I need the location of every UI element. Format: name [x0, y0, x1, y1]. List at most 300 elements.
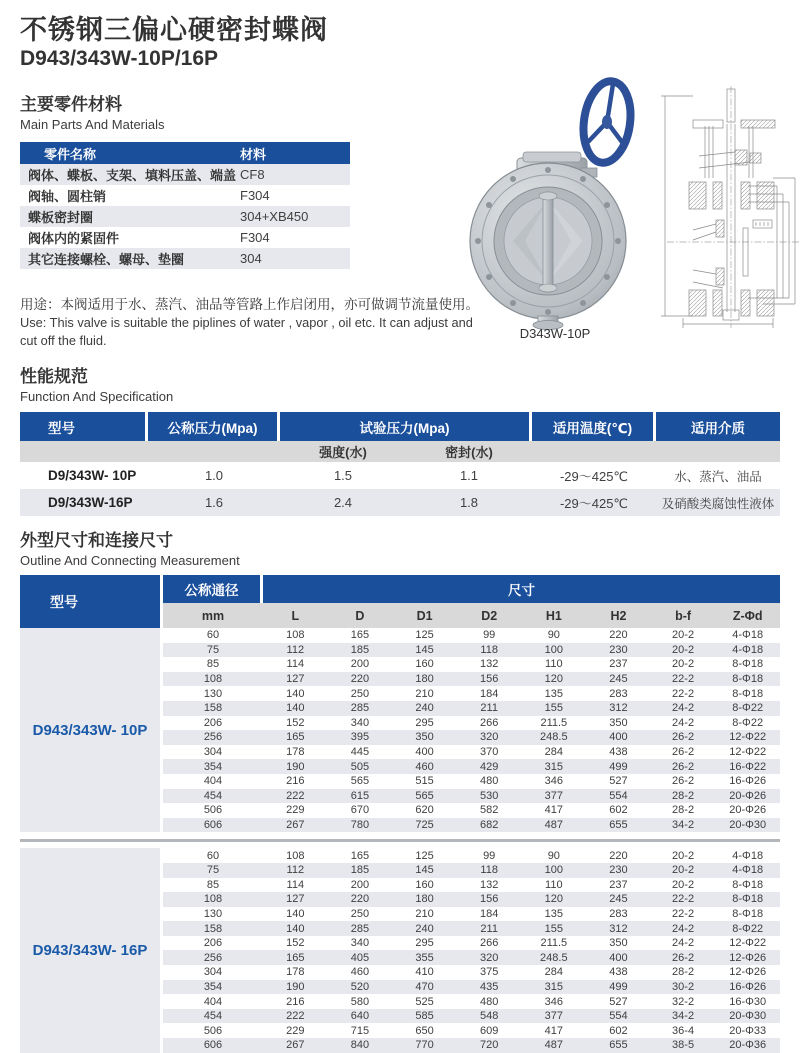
table-cell: 515: [415, 775, 434, 788]
table-cell: 4-Φ18: [732, 629, 764, 642]
table-cell: 12-Φ22: [729, 746, 767, 759]
table-cell: 615: [350, 789, 370, 802]
table-cell: 350: [415, 731, 434, 744]
table-cell: 135: [544, 687, 563, 700]
table-cell: 354: [203, 980, 223, 993]
table-cell: 220: [609, 629, 628, 642]
table-cell: 499: [609, 980, 628, 993]
table-cell: 108: [203, 893, 223, 906]
spec-cell: -29～425℃: [559, 496, 629, 511]
table-cell: 405: [350, 951, 370, 964]
spec-header-model: 型号: [20, 412, 148, 441]
table-cell: 60: [206, 849, 220, 862]
table-cell: 229: [286, 1024, 305, 1037]
table-cell: 120: [544, 673, 563, 686]
table-cell: 295: [415, 937, 434, 950]
page-title: 不锈钢三偏心硬密封蝶阀: [20, 15, 328, 45]
table-row: [163, 950, 780, 965]
table-row: [163, 907, 780, 922]
table-cell: 340: [350, 937, 370, 950]
table-cell: 445: [350, 746, 370, 759]
table-cell: 240: [415, 922, 434, 935]
table-cell: 206: [203, 716, 223, 729]
table-cell: 125: [415, 849, 434, 862]
table-cell: 602: [609, 804, 628, 817]
table-cell: 108: [203, 673, 223, 686]
spec-cell: 1.1: [459, 468, 479, 483]
table-cell: 160: [415, 878, 434, 891]
table-cell: 487: [544, 1039, 563, 1052]
table-cell: 20-2: [672, 629, 695, 642]
table-cell: 24-2: [672, 922, 695, 935]
table-cell: 655: [609, 1039, 628, 1052]
table-cell: 200: [350, 658, 370, 671]
outline-model-text: D943/343W- 16P: [32, 941, 148, 959]
table-row: [163, 730, 780, 745]
table-row: [163, 774, 780, 789]
table-cell: 99: [483, 629, 496, 642]
spec-header-media: 适用介质: [656, 412, 780, 441]
table-row: [20, 227, 350, 248]
table-cell: 530: [480, 789, 499, 802]
table-cell: 28-2: [672, 804, 695, 817]
table-cell: 780: [350, 819, 370, 832]
table-cell: 283: [609, 907, 628, 920]
materials-table: [20, 142, 350, 269]
outline-heading-en: Outline And Connecting Measurement: [20, 553, 240, 568]
table-row: [20, 206, 350, 227]
spec-cell: -29～425℃: [559, 469, 629, 484]
table-cell: 26-2: [672, 760, 695, 773]
outline-header-dn: 公称通径: [163, 575, 263, 603]
table-cell: 24-2: [672, 716, 695, 729]
table-cell: 145: [415, 864, 434, 877]
spec-header-temperature: 适用温度(℃): [532, 412, 656, 441]
spec-model-10p: D9/343W- 10P: [48, 468, 137, 483]
table-cell: 404: [203, 775, 223, 788]
table-cell: 499: [609, 760, 628, 773]
outline-table-subheader: [163, 603, 780, 628]
table-row: [163, 759, 780, 774]
table-cell: 28-2: [672, 966, 695, 979]
table-cell: 435: [480, 980, 499, 993]
table-cell: 28-2: [672, 789, 695, 802]
table-cell: 250: [350, 907, 370, 920]
materials-heading-en: Main Parts And Materials: [20, 117, 165, 132]
table-cell: 38-5: [672, 1039, 695, 1052]
materials-heading-zh: 主要零件材料: [20, 95, 122, 114]
table-row: [163, 701, 780, 716]
table-cell: 114: [286, 658, 305, 671]
table-cell: 650: [415, 1024, 434, 1037]
table-cell: 410: [415, 966, 434, 979]
table-cell: 20-2: [672, 849, 695, 862]
table-cell: 480: [480, 995, 499, 1008]
table-cell: 304+XB450: [240, 209, 309, 224]
table-cell: 12-Φ22: [729, 937, 767, 950]
table-cell: 460: [415, 760, 434, 773]
table-cell: 211: [480, 702, 498, 715]
table-cell: 220: [350, 893, 370, 906]
table-cell: 178: [286, 966, 305, 979]
table-cell: 20-Φ33: [729, 1024, 767, 1037]
table-cell: 185: [350, 643, 370, 656]
outline-header-model: 型号: [20, 575, 163, 628]
outline-table: [20, 575, 780, 1053]
table-cell: 阀轴、圆柱销: [28, 189, 107, 204]
table-cell: 210: [415, 687, 434, 700]
table-cell: 606: [203, 819, 223, 832]
table-cell: 180: [415, 673, 434, 686]
table-cell: 267: [286, 819, 305, 832]
table-cell: 190: [286, 760, 305, 773]
table-cell: 99: [483, 849, 496, 862]
table-cell: 30-2: [672, 980, 695, 993]
table-cell: 85: [206, 878, 220, 891]
table-cell: 245: [609, 893, 628, 906]
table-cell: 20-2: [672, 658, 695, 671]
table-cell: 8-Φ18: [732, 687, 764, 700]
table-cell: 640: [350, 1010, 370, 1023]
table-cell: 165: [350, 629, 370, 642]
table-cell: 606: [203, 1039, 223, 1052]
outline-subheader-col: D1: [416, 608, 433, 623]
table-cell: 22-2: [672, 907, 695, 920]
table-cell: 237: [609, 658, 628, 671]
table-cell: 12-Φ26: [729, 951, 767, 964]
table-cell: 90: [547, 629, 560, 642]
table-cell: 135: [544, 907, 563, 920]
table-cell: 350: [609, 937, 628, 950]
table-row: [163, 657, 780, 672]
table-row: [163, 789, 780, 804]
table-cell: 620: [415, 804, 434, 817]
table-cell: 158: [203, 702, 223, 715]
table-cell: 其它连接螺栓、螺母、垫圈: [28, 252, 185, 267]
table-cell: 100: [544, 643, 563, 656]
table-cell: 140: [286, 687, 305, 700]
table-cell: 184: [480, 907, 499, 920]
table-cell: 60: [206, 629, 220, 642]
table-cell: 20-Φ36: [729, 1039, 767, 1052]
table-row: [163, 628, 780, 643]
table-cell: 118: [480, 864, 498, 877]
table-cell: 156: [480, 893, 499, 906]
table-cell: 20-Φ30: [729, 819, 767, 832]
table-cell: 266: [480, 937, 499, 950]
outline-model-text: D943/343W- 10P: [32, 721, 148, 739]
table-cell: 527: [609, 995, 628, 1008]
outline-heading-zh: 外型尺寸和连接尺寸: [20, 531, 173, 550]
table-cell: 355: [415, 951, 434, 964]
table-cell: 304: [203, 966, 223, 979]
table-cell: 840: [350, 1039, 370, 1052]
table-cell: 26-2: [672, 746, 695, 759]
table-cell: 400: [415, 746, 434, 759]
table-row: [163, 863, 780, 878]
table-cell: 400: [609, 731, 628, 744]
spec-subheader-strength: 强度(水): [319, 445, 367, 460]
table-cell: 75: [206, 864, 220, 877]
table-cell: 315: [544, 980, 563, 993]
outline-table-header: [20, 575, 780, 628]
table-cell: 582: [480, 804, 499, 817]
spec-row-10p: [20, 462, 780, 489]
table-cell: 24-2: [672, 937, 695, 950]
outline-header-dims: 尺寸: [263, 575, 780, 603]
table-cell: 211.5: [540, 937, 568, 950]
table-cell: 165: [350, 849, 370, 862]
table-cell: 715: [350, 1024, 370, 1037]
table-cell: 304: [240, 251, 262, 266]
table-cell: 470: [415, 980, 434, 993]
table-cell: 158: [203, 922, 223, 935]
spec-cell: 1.6: [204, 495, 224, 510]
handwheel-icon: [579, 78, 636, 166]
table-cell: 8-Φ18: [732, 658, 764, 671]
page-model-subtitle: D943/343W-10P/16P: [20, 47, 219, 70]
table-cell: 438: [609, 966, 628, 979]
table-cell: 178: [286, 746, 305, 759]
table-row: [20, 164, 350, 185]
table-cell: 20-Φ26: [729, 804, 767, 817]
table-cell: 132: [480, 658, 499, 671]
table-cell: 285: [350, 702, 370, 715]
table-cell: 127: [286, 673, 305, 686]
materials-header-part: 零件名称: [44, 146, 97, 162]
table-cell: 24-2: [672, 702, 695, 715]
spec-cell: 1.8: [459, 495, 479, 510]
table-cell: 184: [480, 687, 499, 700]
table-cell: 20-Φ30: [729, 1010, 767, 1023]
table-cell: 34-2: [672, 819, 695, 832]
table-cell: 250: [350, 687, 370, 700]
table-cell: 8-Φ18: [732, 673, 764, 686]
outline-model-label-10p: [20, 628, 163, 832]
table-cell: 609: [480, 1024, 499, 1037]
table-cell: 16-Φ22: [729, 760, 767, 773]
table-cell: 120: [544, 893, 563, 906]
table-cell: 377: [544, 1010, 563, 1023]
table-cell: 417: [544, 804, 563, 817]
spec-subheader-seal: 密封(水): [445, 445, 493, 460]
table-cell: 340: [350, 716, 370, 729]
outline-subheader-col: b-f: [675, 608, 692, 623]
outline-subheader-col: D2: [481, 608, 498, 623]
table-cell: 222: [286, 789, 305, 802]
table-cell: 354: [203, 760, 223, 773]
table-cell: 585: [415, 1010, 434, 1023]
table-row: [163, 965, 780, 980]
table-row: [20, 248, 350, 269]
table-row: [163, 643, 780, 658]
table-cell: 725: [415, 819, 434, 832]
table-cell: 36-4: [672, 1024, 695, 1037]
table-cell: 548: [480, 1010, 499, 1023]
table-cell: 127: [286, 893, 305, 906]
table-cell: 130: [203, 687, 223, 700]
table-cell: 400: [609, 951, 628, 964]
table-cell: 12-Φ22: [729, 731, 767, 744]
figure-caption: D343W-10P: [519, 326, 591, 341]
table-cell: 4-Φ18: [732, 849, 764, 862]
table-cell: 114: [286, 878, 305, 891]
table-cell: 304: [203, 746, 223, 759]
table-cell: CF8: [240, 167, 265, 182]
table-row: [163, 672, 780, 687]
table-cell: 438: [609, 746, 628, 759]
outline-subheader-col: Z-Φd: [732, 608, 763, 623]
table-cell: 75: [206, 643, 220, 656]
outline-subheader-col: L: [291, 608, 300, 623]
table-cell: 152: [286, 937, 305, 950]
table-cell: 20-Φ26: [729, 789, 767, 802]
spec-table-header: [20, 412, 780, 441]
table-cell: 165: [286, 731, 305, 744]
table-cell: 145: [415, 643, 434, 656]
table-cell: 602: [609, 1024, 628, 1037]
spec-cell: 1.5: [333, 468, 353, 483]
table-cell: 34-2: [672, 1010, 695, 1023]
spec-heading-en: Function And Specification: [20, 389, 174, 404]
table-cell: 4-Φ18: [732, 643, 764, 656]
table-cell: 429: [480, 760, 499, 773]
table-cell: 320: [480, 731, 499, 744]
table-cell: 404: [203, 995, 223, 1008]
table-row: [163, 1038, 780, 1053]
table-cell: 22-2: [672, 893, 695, 906]
outline-model-label-16p: [20, 848, 163, 1052]
table-cell: 454: [203, 789, 223, 802]
materials-header-material: 材料: [240, 146, 267, 162]
table-cell: 506: [203, 804, 223, 817]
table-cell: 256: [203, 951, 223, 964]
table-cell: 8-Φ22: [732, 702, 764, 715]
table-cell: 206: [203, 937, 223, 950]
table-cell: 211: [480, 922, 498, 935]
table-cell: 216: [286, 995, 305, 1008]
table-cell: 682: [480, 819, 499, 832]
table-cell: F304: [240, 230, 270, 245]
table-cell: 4-Φ18: [732, 864, 764, 877]
table-cell: 22-2: [672, 673, 695, 686]
table-cell: 200: [350, 878, 370, 891]
table-row: [163, 1023, 780, 1038]
spec-heading-zh: 性能规范: [20, 367, 88, 386]
table-cell: 370: [480, 746, 499, 759]
spec-table-subheader: [20, 441, 780, 462]
table-cell: 160: [415, 658, 434, 671]
table-cell: 阀体内的紧固件: [28, 231, 120, 246]
table-cell: 284: [544, 966, 563, 979]
table-row: [163, 921, 780, 936]
table-cell: 16-Φ30: [729, 995, 767, 1008]
outline-subheader-col: H1: [545, 608, 562, 623]
table-cell: 295: [415, 716, 434, 729]
table-cell: 377: [544, 789, 563, 802]
table-cell: 720: [480, 1039, 499, 1052]
table-cell: 110: [545, 658, 563, 671]
table-cell: 20-2: [672, 878, 695, 891]
spec-row-16p: [20, 489, 780, 516]
table-cell: 580: [350, 995, 370, 1008]
table-cell: 118: [480, 643, 498, 656]
spec-cell: 水、蒸汽、油品: [674, 469, 762, 484]
table-cell: 12-Φ26: [729, 966, 767, 979]
table-cell: 312: [609, 702, 628, 715]
table-cell: 240: [415, 702, 434, 715]
table-cell: 阀体、蝶板、支架、填料压盖、端盖: [28, 168, 237, 183]
table-cell: 284: [544, 746, 563, 759]
table-cell: 229: [286, 804, 305, 817]
table-cell: 527: [609, 775, 628, 788]
table-row: [163, 745, 780, 760]
table-cell: 140: [286, 907, 305, 920]
outline-subheader-col: D: [355, 608, 365, 623]
table-cell: 140: [286, 922, 305, 935]
table-cell: 220: [609, 849, 628, 862]
table-cell: 26-2: [672, 775, 695, 788]
table-cell: 26-2: [672, 731, 695, 744]
valve-photo: [455, 72, 655, 332]
table-cell: 346: [544, 995, 563, 1008]
table-cell: 315: [544, 760, 563, 773]
spec-cell: 1.0: [204, 468, 224, 483]
table-cell: 505: [350, 760, 370, 773]
table-cell: 155: [544, 702, 563, 715]
table-cell: 20-2: [672, 643, 695, 656]
table-row: [163, 716, 780, 731]
table-cell: 8-Φ18: [732, 907, 764, 920]
table-row: [163, 803, 780, 818]
outline-section-10p: [20, 628, 780, 832]
table-cell: 565: [415, 789, 434, 802]
materials-table-header: [20, 142, 350, 164]
table-cell: 8-Φ18: [732, 893, 764, 906]
spec-cell: 2.4: [333, 495, 353, 510]
table-row: [163, 936, 780, 951]
table-row: [163, 818, 780, 833]
table-cell: 312: [609, 922, 628, 935]
valve-drawing: [653, 82, 800, 332]
table-cell: 417: [544, 1024, 563, 1037]
table-cell: 152: [286, 716, 305, 729]
table-cell: 554: [609, 789, 628, 802]
table-row: [163, 878, 780, 893]
table-row: [163, 686, 780, 701]
section-separator: [20, 832, 780, 848]
table-cell: 520: [350, 980, 370, 993]
table-cell: 320: [480, 951, 499, 964]
spec-header-pressure: 公称压力(Mpa): [148, 412, 280, 441]
product-figures: [455, 72, 800, 348]
table-cell: 108: [286, 849, 305, 862]
table-cell: 16-Φ26: [729, 980, 767, 993]
table-cell: 112: [286, 643, 305, 656]
table-cell: 375: [480, 966, 499, 979]
table-cell: 140: [286, 702, 305, 715]
table-cell: 26-2: [672, 951, 695, 964]
table-cell: 267: [286, 1039, 305, 1052]
table-cell: 220: [350, 673, 370, 686]
table-cell: 283: [609, 687, 628, 700]
table-cell: 8-Φ22: [732, 716, 764, 729]
table-cell: 248.5: [540, 731, 568, 744]
table-cell: 346: [544, 775, 563, 788]
table-cell: 460: [350, 966, 370, 979]
table-cell: 230: [609, 864, 628, 877]
table-cell: F304: [240, 188, 270, 203]
